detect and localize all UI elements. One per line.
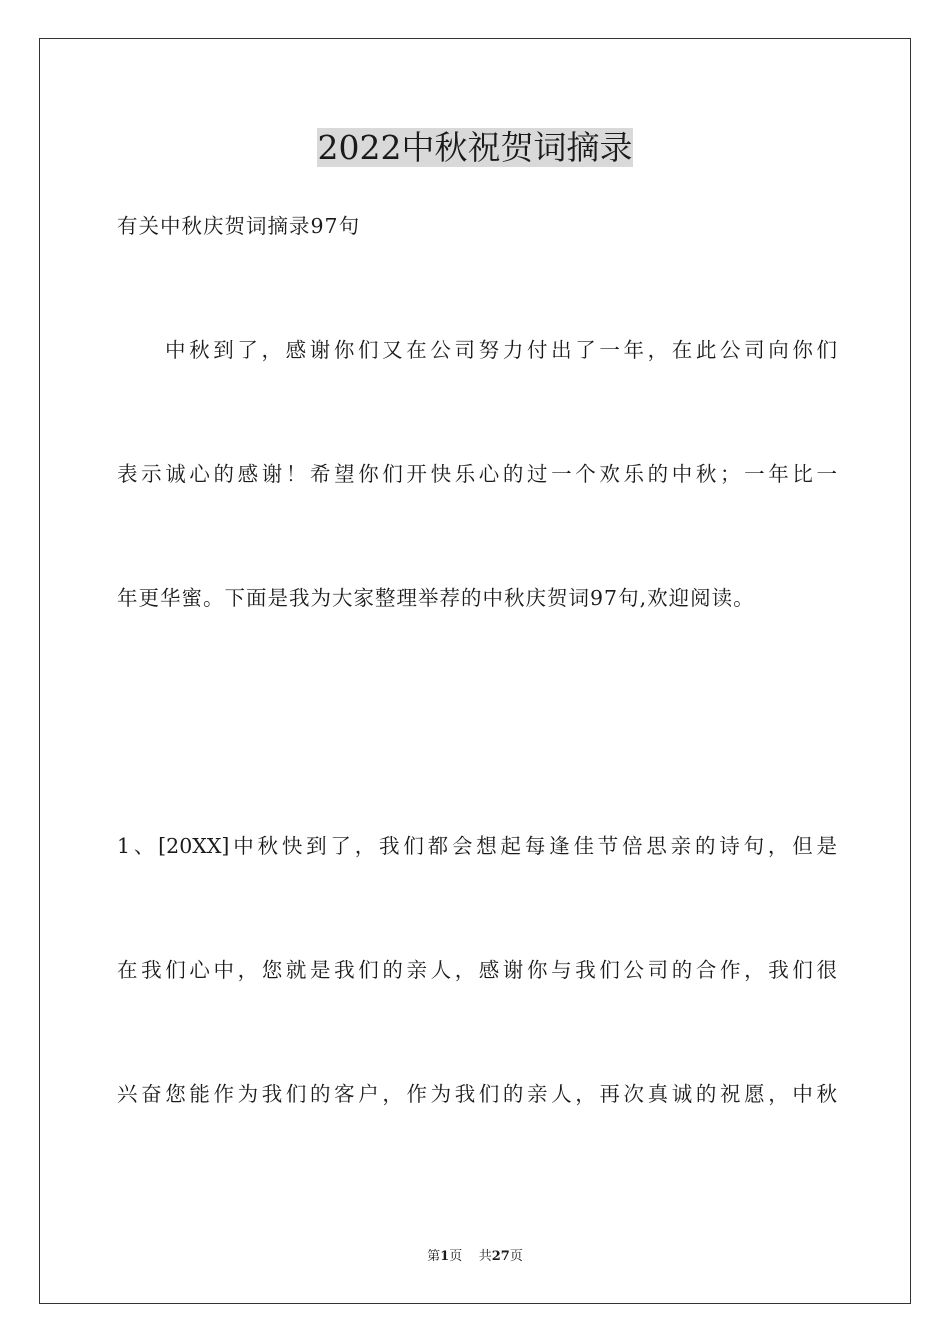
paragraph-line: 中秋到了，感谢你们又在公司努力付出了一年，在此公司向你们 xyxy=(165,338,837,362)
paragraph-line: 年更华蜜。下面是我为大家整理举荐的中秋庆贺词97句,欢迎阅读。 xyxy=(117,586,755,610)
footer-page-suffix: 页 xyxy=(449,1249,463,1264)
paragraph-line: 兴奋您能作为我们的客户，作为我们的亲人，再次真诚的祝愿，中秋 xyxy=(117,1082,837,1106)
footer-total-suffix: 页 xyxy=(509,1249,523,1264)
footer-total-prefix: 共 xyxy=(478,1249,492,1264)
footer-page-total: 27 xyxy=(491,1249,510,1264)
document-subtitle: 有关中秋庆贺词摘录97句 xyxy=(117,214,361,238)
document-title xyxy=(0,128,950,168)
paragraph-line: 在我们心中，您就是我们的亲人，感谢你与我们公司的合作，我们很 xyxy=(117,958,837,982)
paragraph-line: 1、[20XX]中秋快到了，我们都会想起每逢佳节倍思亲的诗句，但是 xyxy=(117,834,837,858)
paragraph-line: 表示诚心的感谢！希望你们开快乐心的过一个欢乐的中秋；一年比一 xyxy=(117,462,837,486)
document-title-text: 2022中秋祝贺词摘录 xyxy=(317,128,633,167)
footer-page-current: 1 xyxy=(440,1249,450,1264)
footer-page-prefix: 第 xyxy=(427,1249,441,1264)
page-footer xyxy=(0,1248,950,1266)
